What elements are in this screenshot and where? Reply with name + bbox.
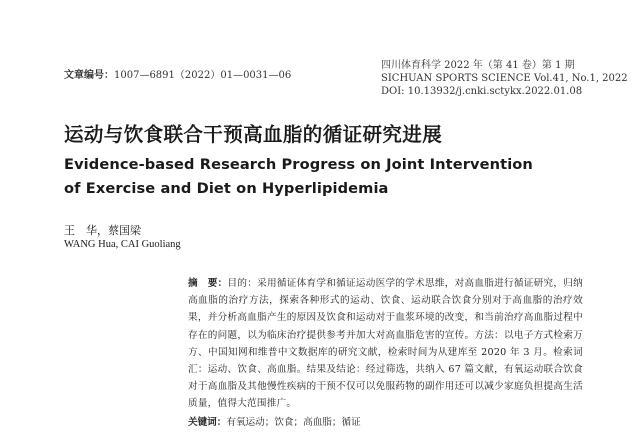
title-english: Evidence-based Research Progress on Joint Intervention of Exercise and Diet on Hyperlipidemia xyxy=(64,156,533,197)
article-number-label: 文章编号： xyxy=(64,70,114,81)
abstract-text: 目的：采用循证体育学和循证运动医学的学术思维，对高血脂进行循证研究，归纳高血脂的治疗方法，探索各种形式的运动、饮食、运动联合饮食分别对于高血脂的治疗效果，并分析高血脂产生的原因及饮食和运动对于血浆环境的改变，和当前治疗高血脂过程中存在的问题，以为临床治疗提供参考并加大对高血脂危害的宣传。方法：以电子方式检索万方、中国知网和维普中文数据库的研究文献，检索时间为从建库至 2020 年 3 月。检索词汇：运动、饮食、高血脂。结果及结论：经过筛选，共纳入 67 篇文献，有氧运动联合饮食对于高血脂及其他慢性疾病的干预不仅可以免服药物的副作用还可以减少家庭负担提高生活质量，值得大范围推广。 xyxy=(188,278,584,410)
journal-issue-cn: 四川体育科学 2022 年（第 41 卷）第 1 期 xyxy=(381,60,575,71)
keywords xyxy=(188,414,361,428)
keywords-text: 有氧运动；饮食；高血脂；循证 xyxy=(226,417,361,428)
authors-english: WANG Hua, CAI Guoliang xyxy=(64,239,181,250)
journal-issue-en: SICHUAN SPORTS SCIENCE Vol.41, No.1, 2022 xyxy=(381,73,628,84)
abstract xyxy=(188,275,583,413)
article-number xyxy=(64,66,291,81)
journal-info xyxy=(381,59,628,98)
article-number-value: 1007—6891（2022）01—0031—06 xyxy=(114,70,292,81)
authors-chinese: 王 华，蔡国梁 xyxy=(64,224,141,237)
doi: DOI: 10.13932/j.cnki.sctykx.2022.01.08 xyxy=(381,86,583,97)
abstract-label: 摘 要： xyxy=(188,278,228,289)
title-chinese: 运动与饮食联合干预高血脂的循证研究进展 xyxy=(64,123,443,146)
keywords-label: 关键词： xyxy=(188,417,227,428)
